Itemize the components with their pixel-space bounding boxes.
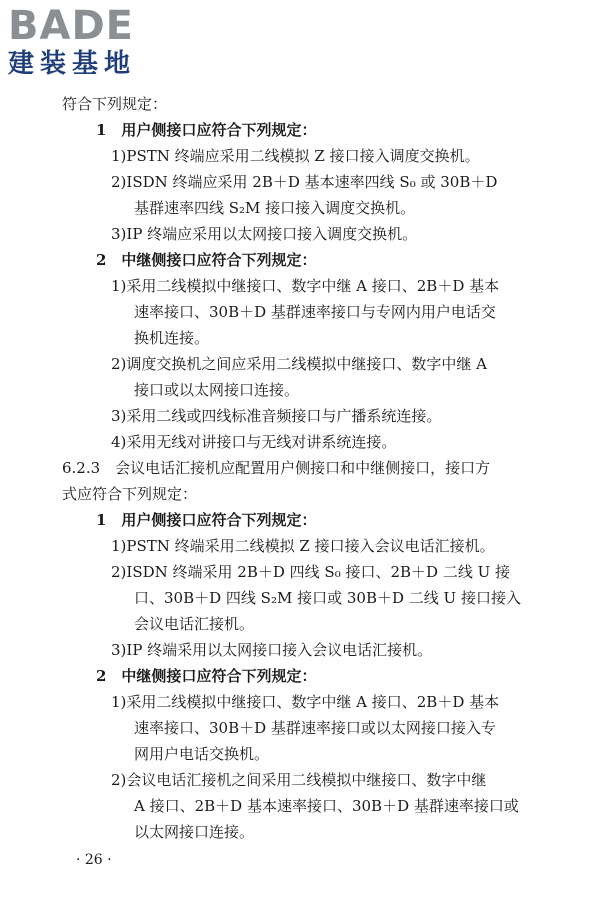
item-1-1: 1)PSTN 终端应采用二线模拟 Z 接口接入调度交换机。 [111,147,480,165]
item-b2-2: 2)会议电话汇接机之间采用二线模拟中继接口、数字中继 [111,771,487,789]
item-2-3: 3)采用二线或四线标准音频接口与广播系统连接。 [111,407,442,425]
item-2-2-cont: 接口或以太网接口连接。 [134,381,300,399]
section-6-2-3-cont: 式应符合下列规定： [62,485,198,503]
page-number: · 26 · [76,852,112,868]
item-2-1-cont: 速率接口、30B＋D 基群速率接口与专网内用户电话交 [134,303,496,321]
logo-subtitle: 建装基地 [8,49,137,79]
item-b1-1: 1)PSTN 终端采用二线模拟 Z 接口接入会议电话汇接机。 [111,537,495,555]
item-1-2: 2)ISDN 终端应采用 2B＋D 基本速率四线 S₀ 或 30B＋D [111,173,498,191]
item-b2-1-cont: 速率接口、30B＋D 基群速率接口或以太网接口接入专 [134,719,496,737]
item-b1-2-cont2: 会议电话汇接机。 [134,615,255,633]
item-b2-2-cont: A 接口、2B＋D 基本速率接口、30B＋D 基群速率接口或 [134,797,519,815]
logo [8,3,137,80]
item-1-3: 3)IP 终端应采用以太网接口接入调度交换机。 [111,225,418,243]
item-2-4: 4)采用无线对讲接口与无线对讲系统连接。 [111,433,397,451]
item-b2-2-cont2: 以太网接口连接。 [134,823,255,841]
paragraph-continuation: 符合下列规定： [62,95,168,113]
item-2-1-cont2: 换机连接。 [134,329,210,347]
item-b1-2: 2)ISDN 终端采用 2B＋D 四线 S₀ 接口、2B＋D 二线 U 接 [111,563,511,581]
item-2-2: 2)调度交换机之间应采用二线模拟中继接口、数字中继 A [111,355,487,373]
item-1-heading: 1 用户侧接口应符合下列规定： [96,121,317,139]
item-b2-1-cont2: 网用户电话交换机。 [134,745,270,763]
item-1-2-cont: 基群速率四线 S₂M 接口接入调度交换机。 [134,199,416,217]
item-b2-1: 1)采用二线模拟中继接口、数字中继 A 接口、2B＋D 基本 [111,693,500,711]
item-b1-3: 3)IP 终端采用以太网接口接入会议电话汇接机。 [111,641,433,659]
item-2-heading: 2 中继侧接口应符合下列规定： [96,251,317,269]
section-6-2-3: 6.2.3 会议电话汇接机应配置用户侧接口和中继侧接口，接口方 [62,459,491,477]
item-b2-heading: 2 中继侧接口应符合下列规定： [96,667,317,685]
item-b1-2-cont: 口、30B＋D 四线 S₂M 接口或 30B＋D 二线 U 接口接入 [134,589,521,607]
item-2-1: 1)采用二线模拟中继接口、数字中继 A 接口、2B＋D 基本 [111,277,500,295]
item-b1-heading: 1 用户侧接口应符合下列规定： [96,511,317,529]
logo-wordmark: BADE [8,3,134,49]
